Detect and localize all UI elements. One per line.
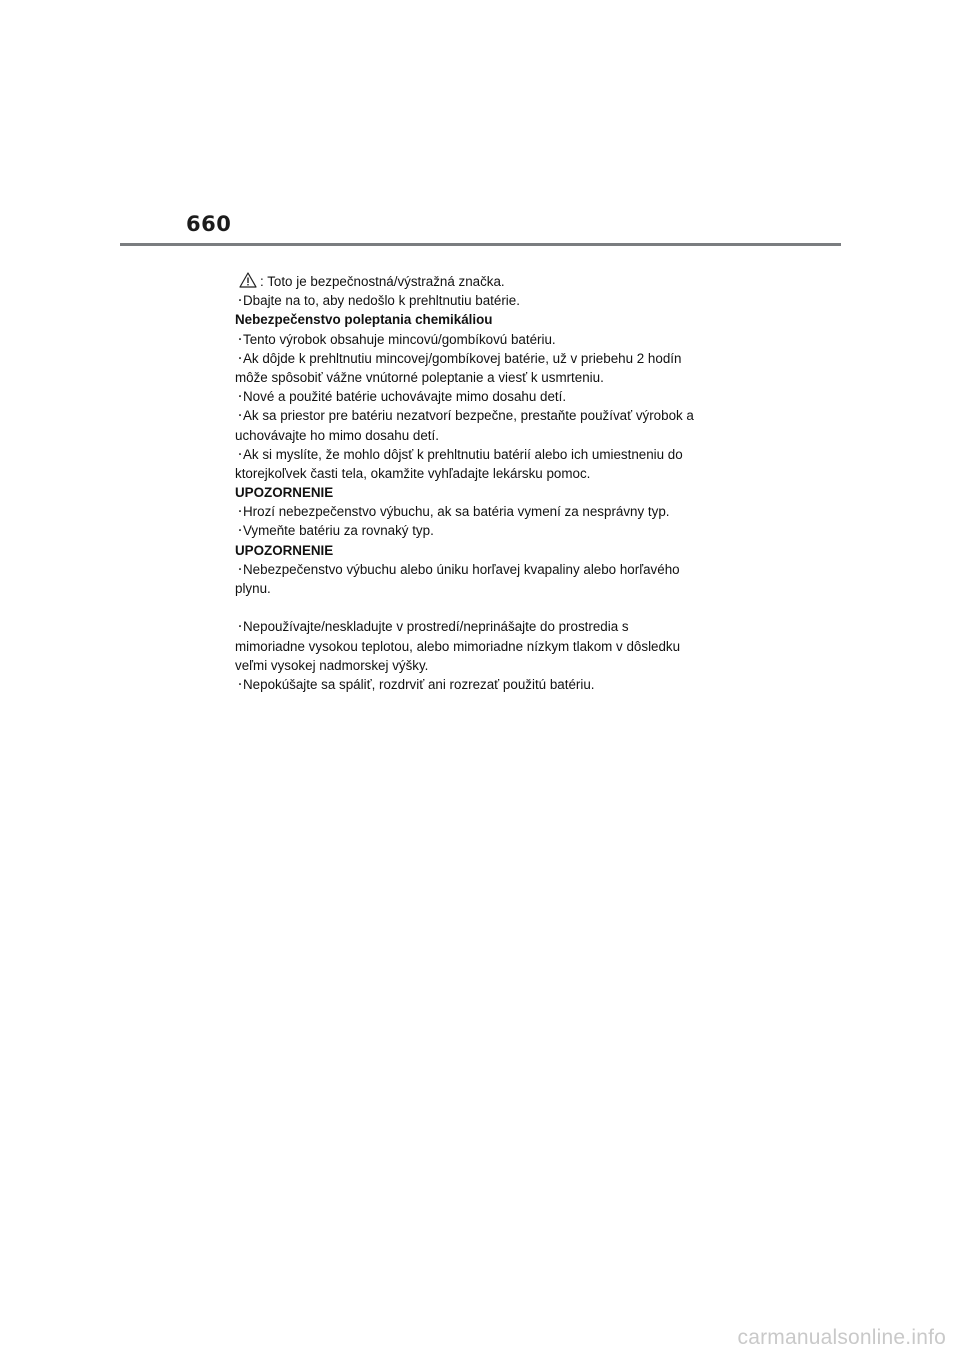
text-line: [235, 579, 735, 598]
section-heading: [235, 541, 735, 560]
bullet-mark: ・: [235, 679, 245, 691]
line-text: veľmi vysokej nadmorskej výšky.: [235, 657, 429, 673]
line-text: mimoriadne vysokou teplotou, alebo mimoriadne nízkym tlakom v dôsledku: [235, 638, 681, 654]
text-line: [235, 426, 735, 445]
line-text: Hrozí nebezpečenstvo výbuchu, ak sa batéria vymení za nesprávny typ.: [243, 504, 670, 520]
line-text: Ak sa priestor pre batériu nezatvorí bezpečne, prestaňte používať výrobok a: [243, 408, 694, 424]
bullet-mark: ・: [235, 411, 245, 423]
line-text: UPOZORNENIE: [235, 542, 334, 558]
warning-triangle-icon: [239, 272, 257, 288]
section-heading: [235, 483, 735, 502]
header-rule: [120, 243, 841, 246]
bullet-item: [235, 617, 735, 636]
bullet-item: [235, 387, 735, 406]
section-heading: [235, 310, 735, 329]
bullet-mark: ・: [235, 392, 245, 404]
text-line: [235, 464, 735, 483]
footer-watermark: carmanualsonline.info: [737, 1326, 946, 1349]
line-text: UPOZORNENIE: [235, 485, 334, 501]
bullet-mark: ・: [235, 334, 245, 346]
line-text: Nepoužívajte/neskladujte v prostredí/neprinášajte do prostredia s: [243, 619, 629, 635]
text-line: [235, 368, 735, 387]
bullet-item: [235, 406, 735, 425]
bullet-item: [235, 560, 735, 579]
bullet-mark: ・: [235, 507, 245, 519]
page-number: 660: [186, 212, 232, 236]
bullet-mark: ・: [235, 564, 245, 576]
bullet-item: [235, 521, 735, 540]
line-text: Nové a použité batérie uchovávajte mimo dosahu detí.: [243, 389, 567, 405]
line-text: Nepokúšajte sa spáliť, rozdrviť ani rozrezať použitú batériu.: [243, 676, 595, 692]
text-line: [235, 637, 735, 656]
bullet-mark: ・: [235, 353, 245, 365]
line-text: môže spôsobiť vážne vnútorné poleptanie a viesť k usmrteniu.: [235, 369, 604, 385]
bullet-item: [235, 445, 735, 464]
bullet-item: [235, 675, 735, 694]
bullet-item: [235, 349, 735, 368]
line-text: plynu.: [235, 581, 271, 596]
line-text: Vymeňte batériu za rovnaký typ.: [243, 523, 434, 539]
blank-line: [235, 598, 735, 617]
bullet-item: [235, 502, 735, 521]
line-text: Nebezpečenstvo výbuchu alebo úniku horľavej kvapaliny alebo horľavého: [243, 561, 680, 577]
line-text: uchovávajte ho mimo dosahu detí.: [235, 427, 439, 443]
line-text: : Toto je bezpečnostná/výstražná značka.: [260, 274, 505, 289]
line-text: Dbajte na to, aby nedošlo k prehltnutiu batérie.: [243, 293, 520, 309]
bullet-mark: ・: [235, 526, 245, 538]
line-text: Ak dôjde k prehltnutiu mincovej/gombíkovej batérie, už v priebehu 2 hodín: [243, 350, 682, 366]
text-line: [235, 272, 735, 291]
line-text: Tento výrobok obsahuje mincovú/gombíkovú batériu.: [243, 331, 556, 347]
bullet-mark: ・: [235, 296, 245, 308]
bullet-mark: ・: [235, 449, 245, 461]
text-line: [235, 656, 735, 675]
bullet-mark: ・: [235, 622, 245, 634]
line-text: Nebezpečenstvo poleptania chemikáliou: [235, 312, 493, 328]
line-text: Ak si myslíte, že mohlo dôjsť k prehltnutiu batérií alebo ich umiestneniu do: [243, 446, 683, 462]
bullet-item: [235, 291, 735, 310]
line-text: ktorejkoľvek časti tela, okamžite vyhľadajte lekársku pomoc.: [235, 465, 591, 481]
bullet-item: [235, 330, 735, 349]
warning-content: [235, 272, 735, 694]
